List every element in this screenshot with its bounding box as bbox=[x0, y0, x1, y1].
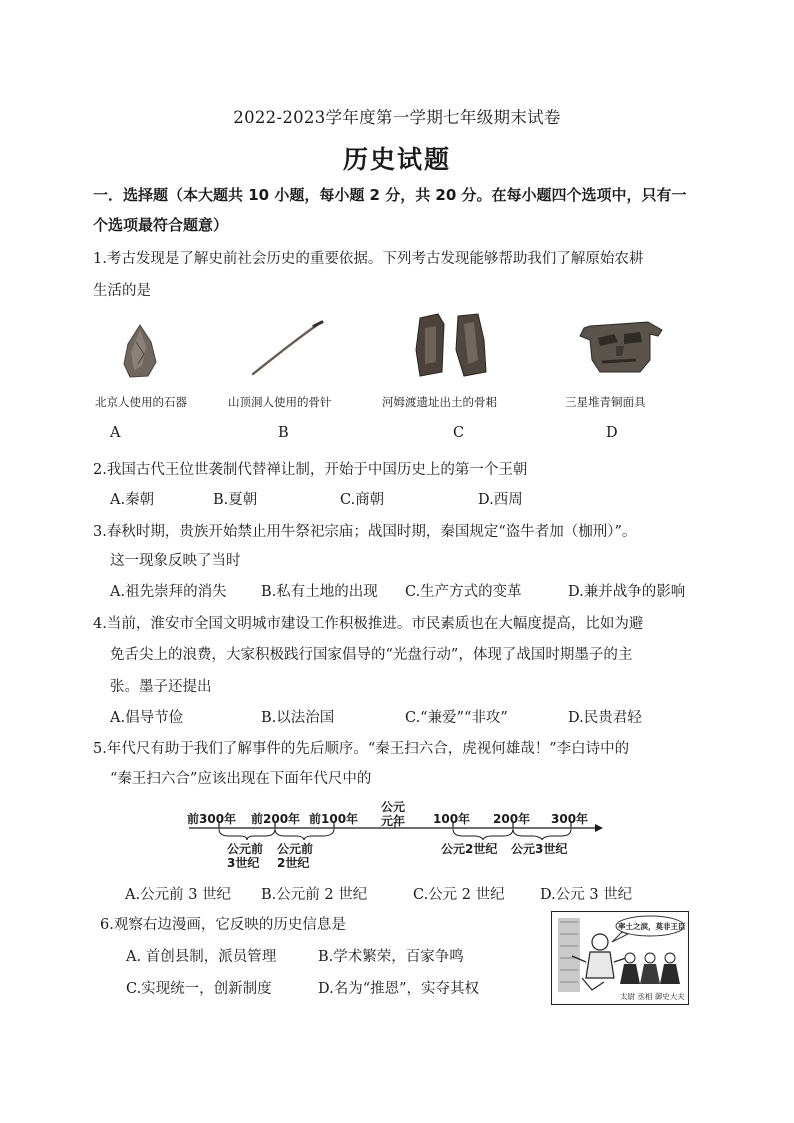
q5-option-d: D.公元 3 世纪 bbox=[540, 887, 633, 903]
bronze-mask-icon bbox=[578, 316, 664, 376]
exam-title: 2022-2023学年度第一学期七年级期末试卷 bbox=[233, 108, 561, 127]
q6-option-d: D.名为“推恩”，实夺其权 bbox=[318, 981, 480, 997]
q1-letter-d: D bbox=[606, 425, 618, 441]
q3-option-a: A.祖先崇拜的消失 bbox=[110, 584, 227, 600]
bone-needle-icon bbox=[248, 318, 326, 378]
timeline-tick-label: 300年 bbox=[551, 812, 589, 826]
q3-option-d: D.兼并战争的影响 bbox=[568, 584, 686, 600]
cartoon-figure-labels: 太尉 丞相 御史大夫 bbox=[620, 992, 685, 1001]
q4-stem-line3: 张。墨子还提出 bbox=[110, 679, 212, 695]
timeline-bracket-label: 3世纪 bbox=[227, 856, 260, 870]
q4-stem-line1: 4.当前，淮安市全国文明城市建设工作积极推进。市民素质也在大幅度提高，比如为避 bbox=[93, 616, 644, 632]
q5-stem-line2: “秦王扫六合”应该出现在下面年代尺中的 bbox=[110, 771, 372, 787]
timeline-bracket-label: 公元2世纪 bbox=[441, 842, 498, 856]
timeline-tick-label: 200年 bbox=[493, 812, 531, 826]
timeline-tick-label: 公元 bbox=[381, 800, 406, 814]
q4-option-b: B.以法治国 bbox=[261, 710, 335, 726]
timeline-tick-label: 前100年 bbox=[309, 812, 359, 826]
q6-stem: 6.观察右边漫画，它反映的历史信息是 bbox=[100, 917, 346, 933]
q1-caption-a: 北京人使用的石器 bbox=[95, 395, 187, 409]
q1-letter-c: C bbox=[453, 425, 465, 441]
stone-tool-icon bbox=[118, 322, 162, 380]
q4-option-a: A.倡导节俭 bbox=[110, 710, 184, 726]
timeline-bracket-label: 公元前 bbox=[227, 842, 264, 856]
q2-option-a: A.秦朝 bbox=[110, 492, 155, 508]
q1-caption-b: 山顶洞人使用的骨针 bbox=[228, 395, 332, 409]
q1-letter-a: A bbox=[110, 425, 121, 441]
q1-letter-b: B bbox=[278, 425, 289, 441]
cartoon-image bbox=[551, 911, 689, 1005]
q1-stem-line1: 1.考古发现是了解史前社会历史的重要依据。下列考古发现能够帮助我们了解原始农耕 bbox=[93, 251, 644, 267]
q2-option-b: B.夏朝 bbox=[213, 492, 258, 508]
cartoon-speech-text: 率土之滨，莫非王臣 bbox=[618, 922, 686, 931]
q4-stem-line2: 免舌尖上的浪费，大家积极践行国家倡导的“光盘行动”，体现了战国时期墨子的主 bbox=[110, 647, 633, 663]
q4-option-c: C.“兼爱”“非攻” bbox=[405, 710, 508, 726]
q5-option-b: B.公元前 2 世纪 bbox=[261, 887, 368, 903]
q3-option-c: C.生产方式的变革 bbox=[405, 584, 522, 600]
q4-option-d: D.民贵君轻 bbox=[568, 710, 642, 726]
q2-option-c: C.商朝 bbox=[340, 492, 385, 508]
q3-stem-line1: 3.春秋时期，贵族开始禁止用牛祭祀宗庙；战国时期，秦国规定“盗牛者加（枷刑）”。 bbox=[93, 524, 637, 540]
q1-caption-d: 三星堆青铜面具 bbox=[565, 395, 646, 409]
q6-option-c: C.实现统一，创新制度 bbox=[126, 981, 272, 997]
bone-spade-icon bbox=[412, 310, 490, 380]
section-heading-line2: 个选项最符合题意） bbox=[93, 216, 229, 234]
timeline-tick-label: 前200年 bbox=[251, 812, 301, 826]
q6-option-b: B.学术繁荣，百家争鸣 bbox=[318, 949, 464, 965]
q5-stem-line1: 5.年代尺有助于我们了解事件的先后顺序。“秦王扫六合，虎视何雄哉！”李白诗中的 bbox=[93, 741, 630, 757]
q3-option-b: B.私有土地的出现 bbox=[261, 584, 378, 600]
q2-option-d: D.西周 bbox=[478, 492, 523, 508]
q5-option-c: C.公元 2 世纪 bbox=[413, 887, 505, 903]
q2-stem: 2.我国古代王位世袭制代替禅让制，开始于中国历史上的第一个王朝 bbox=[93, 462, 528, 478]
timeline-bracket-label: 公元3世纪 bbox=[511, 842, 568, 856]
q1-caption-c: 河姆渡遗址出土的骨耜 bbox=[382, 395, 497, 409]
timeline-figure bbox=[185, 798, 605, 868]
section-heading-line1: 一．选择题（本大题共 10 小题，每小题 2 分，共 20 分。在每小题四个选项中，只有一 bbox=[93, 186, 687, 204]
q5-option-a: A.公元前 3 世纪 bbox=[125, 887, 232, 903]
timeline-tick-label: 前300年 bbox=[187, 812, 237, 826]
q1-stem-line2: 生活的是 bbox=[93, 283, 151, 299]
timeline-bracket-label: 公元前 bbox=[277, 842, 314, 856]
q3-stem-line2: 这一现象反映了当时 bbox=[110, 553, 241, 569]
timeline-bracket-label: 2世纪 bbox=[277, 856, 310, 870]
timeline-tick-label: 100年 bbox=[433, 812, 471, 826]
subject-title: 历史试题 bbox=[342, 145, 451, 174]
timeline-tick-label: 元年 bbox=[381, 814, 406, 828]
q6-option-a: A. 首创县制，派员管理 bbox=[126, 949, 277, 965]
